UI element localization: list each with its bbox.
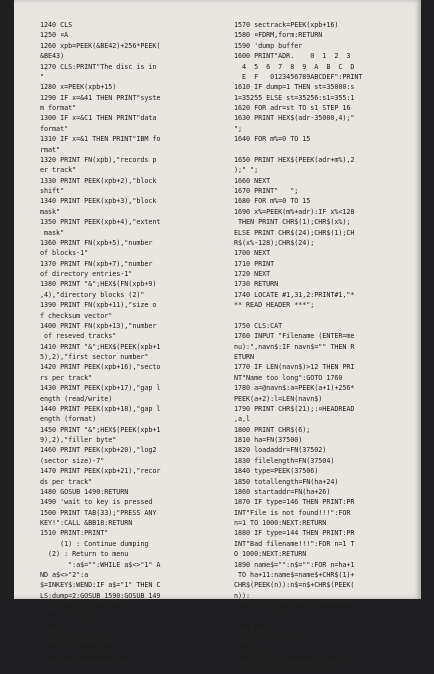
code-line: 1260 xpb=PEEK(&BE42)+256*PEEK( [40,41,161,50]
code-line: 1560 restrack=PEEK(xpb+13) [40,653,145,662]
code-line: 1440 PRINT PEEK(xpb+18),"gap l [40,404,161,413]
code-line: 1430 PRINT PEEK(xpb+17),"gap l [40,384,161,393]
code-line: KEY!":CALL &BB18:RETURN [40,519,133,527]
code-line: 1460 PRINT PEEK(xpb+20),"log2 [40,446,157,455]
listing-page [14,0,421,673]
code-line: 0:RETURN ELSE RETURN [40,602,121,610]
code-line: THEN PRINT CHR$(1);CHR$(x%); [234,218,351,227]
code-line: 1270 CLS:PRINT"The disc is in [40,62,157,71]
code-line: 1400 PRINT FN(xpb+13),"number [40,321,157,330]
code-line: 1930 CLS [234,643,267,652]
code-line: 1830 filelength=FN(37504) [234,456,335,465]
code-line: shift" [40,187,65,195]
code-line: 1880 IF type=144 THEN PRINT:PR [234,529,355,538]
code-line: 1350 PRINT PEEK(xpb+4),"extent [40,218,161,227]
code-line: 1500 PRINT TAB(33);"PRESS ANY [40,508,157,517]
code-line: 1600 PRINT"ADR. 0 1 2 3 [234,52,351,61]
code-line: ength (format) [40,415,97,424]
code-line: &BE43) [40,52,65,61]
code-line: ETURN [234,353,255,361]
code-line: 4 5 6 7 8 9 A B C D [234,62,355,71]
code-line: 1910 NEXT [234,622,271,631]
code-line: E F 0123456789ABCDEF":PRINT [234,72,363,81]
code-line: 1590 'dump buffer [234,41,303,50]
code-line: $+".":n$=n$+"." [234,612,295,621]
code-line: O 1000:NEXT:RETURN [234,550,307,559]
code-line: of directory entries-1" [40,270,133,278]
listing-column-right [234,20,418,674]
code-line: 1420 PRINT PEEK(xpb+16),"secto [40,363,161,372]
code-line: 1280 x=PEEK(xpb+15) [40,83,117,92]
code-line: ength (read/write) [40,394,113,403]
code-line: (2) : Return to menu [40,550,129,559]
code-line: 1610 IF dump=1 THEN st=35000:s [234,83,355,92]
code-line: 1900 IF n=ha+8 THEN name$=name [234,602,355,610]
code-line [234,145,418,155]
code-line: TO ha+11:name$=name$+CHR$(1)+ [234,570,355,579]
code-line: 1620 FOR adr=st TO s1 STEP 16 [234,104,351,112]
code-line: 9),2),"filler byte" [40,436,117,444]
code-line: 1810 ha=FN(37500) [234,436,303,444]
code-line: 1=35255 ELSE st=35256:s1=355:1 [234,93,355,102]
code-line: " [40,72,45,81]
code-line: LS:dump=2:GOSUB 1590:GOSUB 149 [40,591,161,600]
code-line: 1320 PRINT FN(xpb),"records p [40,155,157,164]
code-line: rmat" [40,145,61,154]
code-line: ds per track" [40,477,93,486]
code-line: 1580 ¤FDRM,form:RETURN [234,31,323,40]
code-line: 1550 form=PEEK(xpb+15) [40,643,129,652]
code-line: 1380 PRINT "&";HEX$(FN(xpb+9) [40,280,157,289]
code-line: (1) : Continue dumping [40,539,149,548]
code-line: 1290 IF x=&41 THEN PRINT"syste [40,93,161,102]
code-line: of blocks-1" [40,249,89,258]
code-line: ,a,l [234,415,251,424]
code-line: ELSE PRINT CHR$(24);CHR$(1);CH [234,228,355,237]
code-line: 1410 PRINT "&";HEX$(PEEK(xpb+1 [40,342,161,351]
code-line: ** READ HEADER ***"; [234,301,315,310]
code-line: of reseved tracks" [40,332,117,341]
code-line: ":a$="":WHILE a$<>"1" A [40,560,161,569]
code-line: 1390 PRINT FN(xpb+11),"size o [40,301,157,310]
code-line: 1710 PRINT [234,259,275,268]
code-line: 1450 PRINT "&";HEX$(PEEK(xpb+1 [40,425,161,434]
code-line: 1820 loadaddr=FN(37502) [234,446,327,455]
code-line: f checksum vector" [40,311,113,320]
code-line: 1300 IF x=&C1 THEN PRINT"data [40,114,157,123]
code-line: 1700 NEXT [234,249,271,258]
code-line: 1680 FOR m%=0 TO 15 [234,197,311,206]
code-line: B(30);"User:&";HEX$(us,2) [234,664,335,673]
code-line: 1490 'wait to key is pressed [40,498,153,507]
code-line: 1780 a=@navn$:a=PEEK(a+1)+256* [234,384,355,393]
code-line: 1510 PRINT:PRINT" [40,529,109,538]
listing-column-left [40,20,226,663]
code-line: 1940 PRINT"Filename:";name$;TA [234,653,355,662]
code-line: mask" [40,207,61,216]
code-line: 1630 PRINT HEX$(adr-35000,4);" [234,114,355,123]
code-line: 1740 LOCATE #1,31,2:PRINT#1,"* [234,290,355,299]
code-line: 1870 IF type=146 THEN PRINT:PR [234,498,355,507]
code-line: 1640 FOR m%=0 TO 15 [234,135,311,144]
code-line: );" "; [234,166,259,175]
code-line: 1340 PRINT PEEK(xpb+3),"block [40,197,157,206]
code-line: 1890 name$="":n$="":FOR n=ha+1 [234,560,355,569]
code-line: ,4),"directory blocks (2)" [40,290,145,299]
code-line: 1920 us=PEEK(ha) [234,633,299,642]
code-line: R$(x%-128);CHR$(24); [234,238,315,247]
code-line: m format" [40,104,77,112]
code-line: 1470 PRINT PEEK(xpb+21),"recor [40,467,161,476]
code-line: INT"File is not found!!!":FOR [234,508,351,517]
code-line: 5),2),"first sector number" [40,353,149,361]
code-line: 1840 type=PEEK(37506) [234,467,319,476]
code-line: 1520 'get disc info [40,612,117,621]
code-line: 1690 x%=PEEK(m%+adr):IF x%<128 [234,207,355,216]
code-line: 1750 CLS:CAT [234,321,283,330]
code-line: 1760 INPUT "Filename (ENTER=me [234,332,355,341]
code-line: rs per track" [40,373,93,382]
code-line: ND a$<>"2":a [40,570,89,579]
code-line: n)): [234,591,251,600]
code-line: 1800 PRINT CHR$(6); [234,425,311,434]
code-line: 1850 totallength=FN(ha+24) [234,477,339,486]
code-line: nu):",navn$:IF navn$="" THEN R [234,342,355,351]
code-line: n=1 TO 1000:NEXT:RETURN [234,519,327,527]
code-line: CHR$(PEEK(n)):n$=n$+CHR$(PEEK( [234,581,355,590]
code-line: 1770 IF LEN(navn$)>12 THEN PRI [234,363,355,372]
code-line: $=INKEY$:WEND:IF a$="1" THEN C [40,581,161,590]
code-line: 1660 NEXT [234,176,271,185]
code-line: 1240 CLS [40,21,73,29]
code-line: 1860 startaddr=FN(ha+26) [234,487,331,496]
code-line: (sector size)-7" [40,456,105,465]
code-line: 1370 PRINT FN(xpb+7),"number [40,259,153,268]
code-line: 1250 ¤A [40,31,69,40]
code-line [234,311,418,321]
code-line: 1310 IF x=&1 THEN PRINT"IBM fo [40,135,161,144]
code-line: INT"Bad filename!!!":FOR n=1 T [234,539,355,548]
code-line: PEEK(a+2):l=LEN(navn$) [234,394,323,403]
code-line: 1790 PRINT CHR$(21);:¤HEADREAD [234,404,355,413]
code-line: 1480 GOSUB 1490:RETURN [40,487,129,496]
code-line: mask" [40,228,65,237]
code-line: format" [40,124,69,133]
code-line: 1330 PRINT PEEK(xpb+2),"block [40,176,157,185]
code-line: 1720 NEXT [234,270,271,278]
code-line: NT"Name too long":GOTO 1760 [234,373,343,382]
code-line: 1570 sectrack=PEEK(xpb+16) [234,21,339,29]
code-line: 1540 xpb=FN(&BE42) [40,633,113,642]
code-line: er track" [40,166,77,175]
code-line: 1360 PRINT FN(xpb+5),"number [40,238,153,247]
code-line: 1730 RETURN [234,280,279,289]
code-line: "; [234,124,243,133]
code-line: 1530 ¤A [40,622,69,631]
code-line: 1670 PRINT" "; [234,187,299,195]
code-line: 1650 PRINT HEX$(PEEK(adr+m%),2 [234,155,355,164]
